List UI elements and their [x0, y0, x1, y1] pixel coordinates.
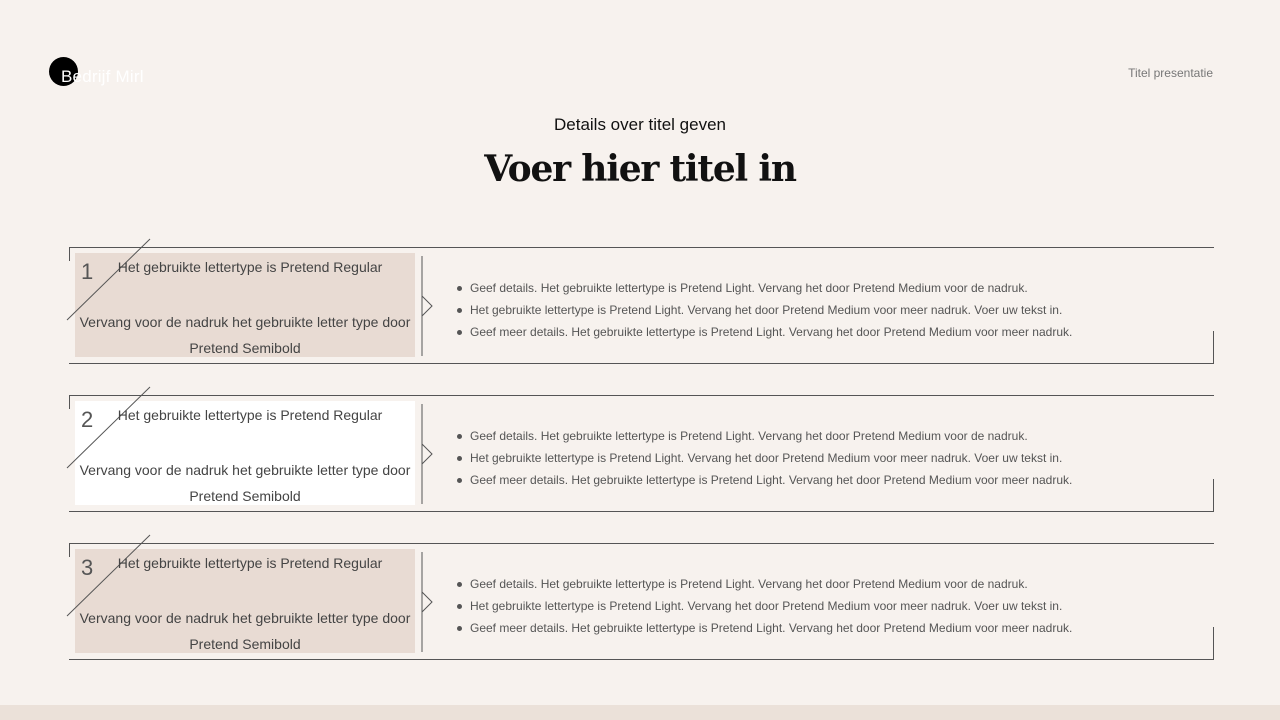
section-body-text: Vervang voor de nadruk het gebruikte letter type door Pretend Semibold: [79, 462, 411, 504]
bullet-item: Geef details. Het gebruikte lettertype is Pretend Light. Vervang het door Pretend Medium voor de nadruk.: [456, 277, 1072, 299]
section-number: 1: [81, 259, 94, 284]
bracket-arrow-icon: [420, 256, 436, 356]
bullet-list: [456, 277, 1072, 343]
section-bottom-rule: [69, 511, 1214, 512]
bullet-item: Geef meer details. Het gebruikte lettertype is Pretend Light. Vervang het door Pretend Medium voor meer nadruk.: [456, 321, 1072, 343]
bullet-item: Het gebruikte lettertype is Pretend Light. Vervang het door Pretend Medium voor meer nadruk. Voer uw tekst in.: [456, 447, 1072, 469]
section-number: 3: [81, 555, 94, 580]
bullet-item: Het gebruikte lettertype is Pretend Light. Vervang het door Pretend Medium voor meer nadruk. Voer uw tekst in.: [456, 595, 1072, 617]
section-bottom-rule: [69, 363, 1214, 364]
slide-title: Voer hier titel in: [484, 148, 796, 190]
section-right-tick: [1213, 627, 1214, 659]
section-right-tick: [1213, 479, 1214, 511]
content-section-2: [0, 395, 1280, 513]
bullet-item: Geef meer details. Het gebruikte lettertype is Pretend Light. Vervang het door Pretend Medium voor meer nadruk.: [456, 469, 1072, 491]
section-top-rule: [69, 543, 1214, 544]
bracket-arrow-icon: [420, 404, 436, 504]
section-top-rule: [69, 247, 1214, 248]
footer-band: [0, 705, 1280, 720]
bullet-item: Het gebruikte lettertype is Pretend Light. Vervang het door Pretend Medium voor meer nadruk. Voer uw tekst in.: [456, 299, 1072, 321]
section-right-tick: [1213, 331, 1214, 363]
section-bottom-rule: [69, 659, 1214, 660]
bullet-item: Geef details. Het gebruikte lettertype is Pretend Light. Vervang het door Pretend Medium voor de nadruk.: [456, 425, 1072, 447]
presentation-title: Titel presentatie: [1128, 66, 1213, 80]
bullet-item: Geef details. Het gebruikte lettertype is Pretend Light. Vervang het door Pretend Medium voor de nadruk.: [456, 573, 1072, 595]
section-heading-text: Het gebruikte lettertype is Pretend Regular: [117, 407, 383, 423]
slide-subtitle: Details over titel geven: [554, 115, 726, 134]
section-heading-text: Het gebruikte lettertype is Pretend Regular: [117, 259, 383, 275]
section-top-rule: [69, 395, 1214, 396]
section-number: 2: [81, 407, 94, 432]
content-section-1: [0, 247, 1280, 365]
bullet-item: Geef meer details. Het gebruikte lettertype is Pretend Light. Vervang het door Pretend Medium voor meer nadruk.: [456, 617, 1072, 639]
section-body-text: Vervang voor de nadruk het gebruikte letter type door Pretend Semibold: [79, 314, 411, 356]
bullet-list: [456, 425, 1072, 491]
bullet-list: [456, 573, 1072, 639]
company-logo-text: Bedrijf Mirl: [61, 67, 144, 86]
bracket-arrow-icon: [420, 552, 436, 652]
section-body-text: Vervang voor de nadruk het gebruikte letter type door Pretend Semibold: [79, 610, 411, 652]
section-heading-text: Het gebruikte lettertype is Pretend Regular: [117, 555, 383, 571]
content-section-3: [0, 543, 1280, 661]
